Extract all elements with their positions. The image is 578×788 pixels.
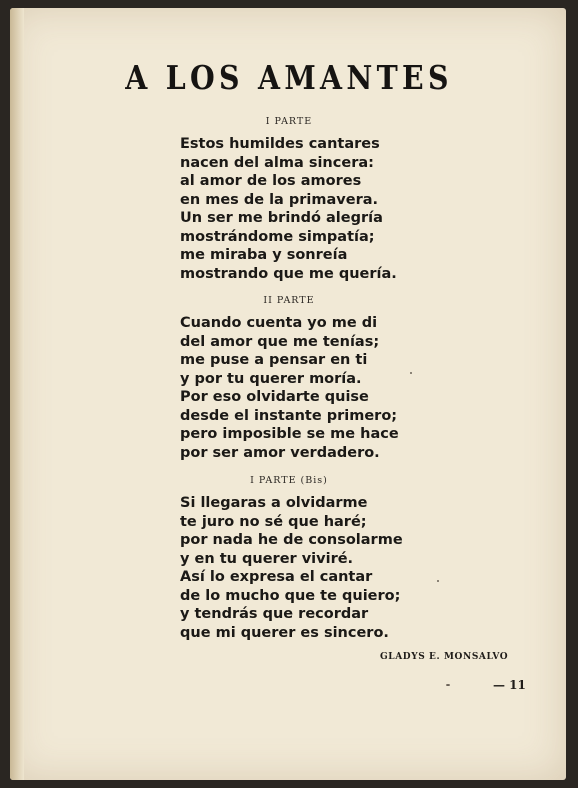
verse-line: Así lo expresa el cantar	[180, 569, 373, 585]
verse-line: en mes de la primavera.	[180, 191, 379, 208]
verse-line: de lo mucho que te quiero;	[180, 587, 401, 604]
verse-line: desde el instante primero;	[180, 407, 398, 424]
verse-line: del amor que me tenías;	[180, 333, 380, 350]
part-label-3: I PARTE (Bis)	[250, 475, 328, 486]
paper-speck	[446, 684, 450, 686]
paper-speck	[437, 580, 439, 582]
verse-line: me puse a pensar en ti	[180, 352, 368, 368]
verse-line: y en tu querer viviré.	[180, 550, 354, 567]
paper-speck	[410, 372, 412, 374]
verse-line: nacen del alma sincera:	[180, 154, 374, 171]
verse-line: Por eso olvidarte quise	[180, 389, 369, 405]
verse-line: Cuando cuenta yo me di	[180, 315, 378, 331]
verse-line: por nada he de consolarme	[180, 532, 403, 548]
stanza-1	[180, 135, 397, 283]
verse-line: y por tu querer moría.	[180, 370, 362, 387]
page-number: — 11	[493, 678, 526, 692]
verse-line: y tendrás que recordar	[180, 606, 369, 622]
verse-line: al amor de los amores	[180, 173, 362, 189]
part-label-2: II PARTE	[263, 295, 315, 306]
verse-line: pero imposible se me hace	[180, 426, 399, 442]
verse-line: me miraba y sonreía	[180, 247, 348, 263]
verse-line: mostrando que me quería.	[180, 265, 397, 282]
poem-title: A LOS AMANTES	[125, 58, 453, 97]
stanza-3	[180, 494, 403, 642]
verse-line: te juro no sé que haré;	[180, 513, 367, 530]
part-label-1: I PARTE	[265, 116, 313, 127]
author-signature: GLADYS E. MONSALVO	[380, 652, 509, 662]
verse-line: por ser amor verdadero.	[180, 444, 380, 461]
verse-line: Estos humildes cantares	[180, 136, 380, 152]
verse-line: Un ser me brindó alegría	[180, 210, 383, 226]
verse-line: que mi querer es sincero.	[180, 624, 389, 641]
verse-line: Si llegaras a olvidarme	[180, 495, 368, 511]
stanza-2	[180, 314, 399, 462]
verse-line: mostrándome simpatía;	[180, 228, 375, 245]
